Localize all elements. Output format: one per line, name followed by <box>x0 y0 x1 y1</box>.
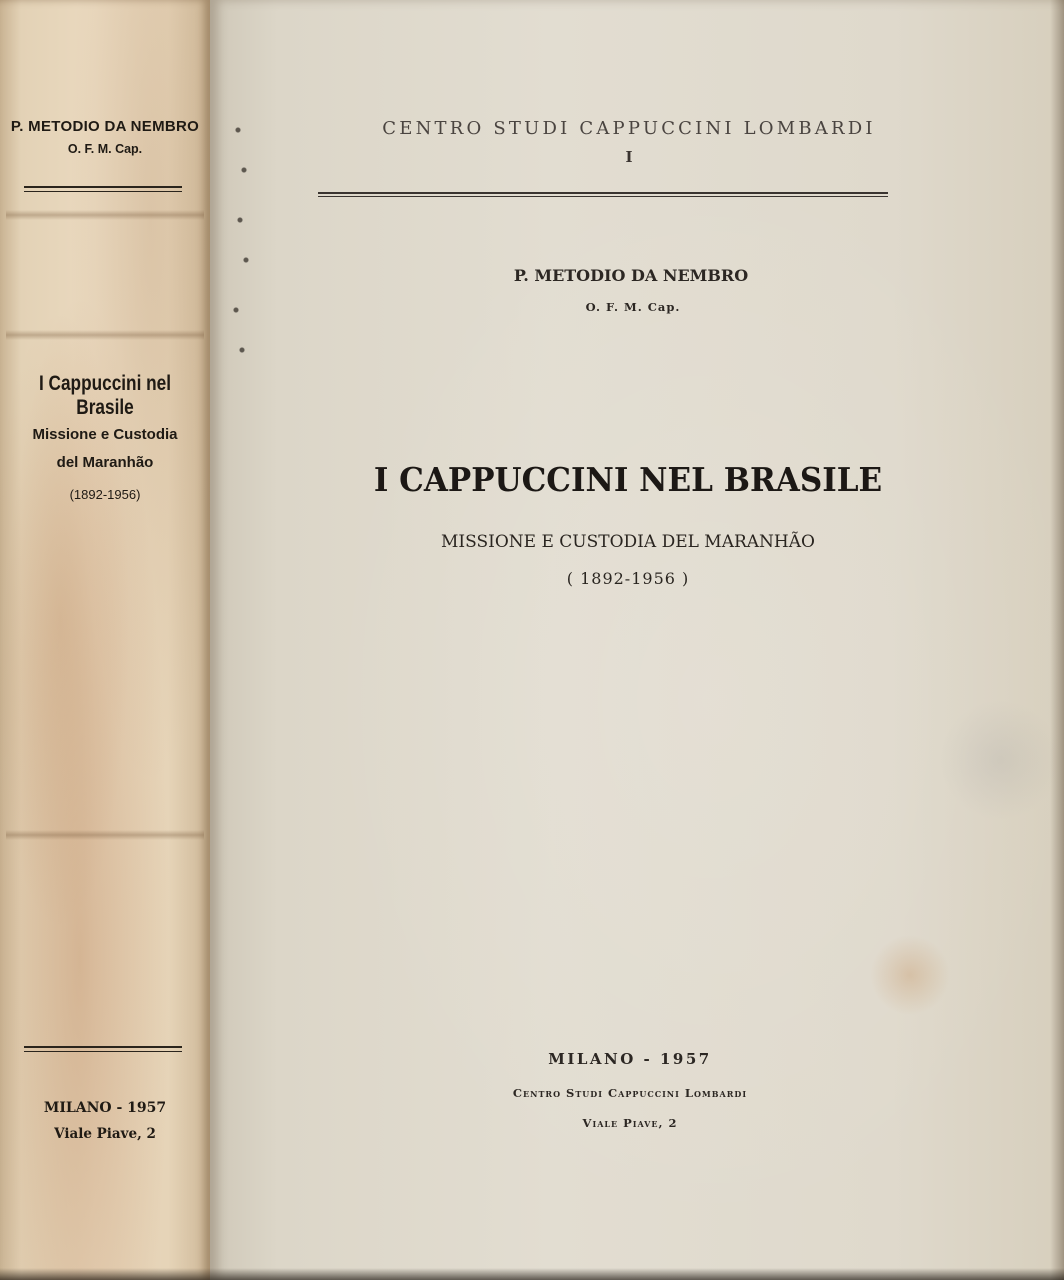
book-spine <box>0 0 210 1280</box>
cover-order: O. F. M. Cap. <box>585 300 681 314</box>
spine-crease <box>6 830 204 840</box>
spine-crease <box>6 210 204 220</box>
spine-top-rule <box>24 186 182 192</box>
cover-address: Viale Piave, 2 <box>582 1116 678 1130</box>
series-name: CENTRO STUDI CAPPUCCINI LOMBARDI <box>382 118 876 139</box>
spine-order: O. F. M. Cap. <box>67 142 143 156</box>
spine-subtitle-line1: Missione e Custodia <box>32 426 178 443</box>
torn-edge-marks <box>228 110 256 370</box>
cover-city-year: MILANO - 1957 <box>548 1050 712 1068</box>
cover-publisher: Centro Studi Cappuccini Lombardi <box>512 1086 748 1100</box>
book-cover <box>210 0 1064 1280</box>
spine-title: I Cappuccini nel Brasile <box>38 372 172 419</box>
spine-address: Viale Piave, 2 <box>54 1126 156 1142</box>
cover-subtitle: MISSIONE E CUSTODIA DEL MARANHÃO <box>441 532 815 552</box>
cover-title: I CAPPUCCINI NEL BRASILE <box>373 460 883 499</box>
cover-years: ( 1892-1956 ) <box>566 569 690 588</box>
spine-author: P. METODIO DA NEMBRO <box>10 118 200 135</box>
cover-rule <box>318 192 888 197</box>
spine-years: (1892-1956) <box>69 487 141 502</box>
spine-city-year: MILANO - 1957 <box>43 1100 167 1116</box>
spine-subtitle-line2: del Maranhão <box>56 454 154 471</box>
cover-edge-shadow <box>1050 0 1064 1280</box>
spine-crease <box>6 330 204 340</box>
cover-author: P. METODIO DA NEMBRO <box>513 266 749 285</box>
series-number: I <box>625 148 633 166</box>
bottom-shadow <box>0 1268 1064 1280</box>
spine-bottom-rule <box>24 1046 182 1052</box>
